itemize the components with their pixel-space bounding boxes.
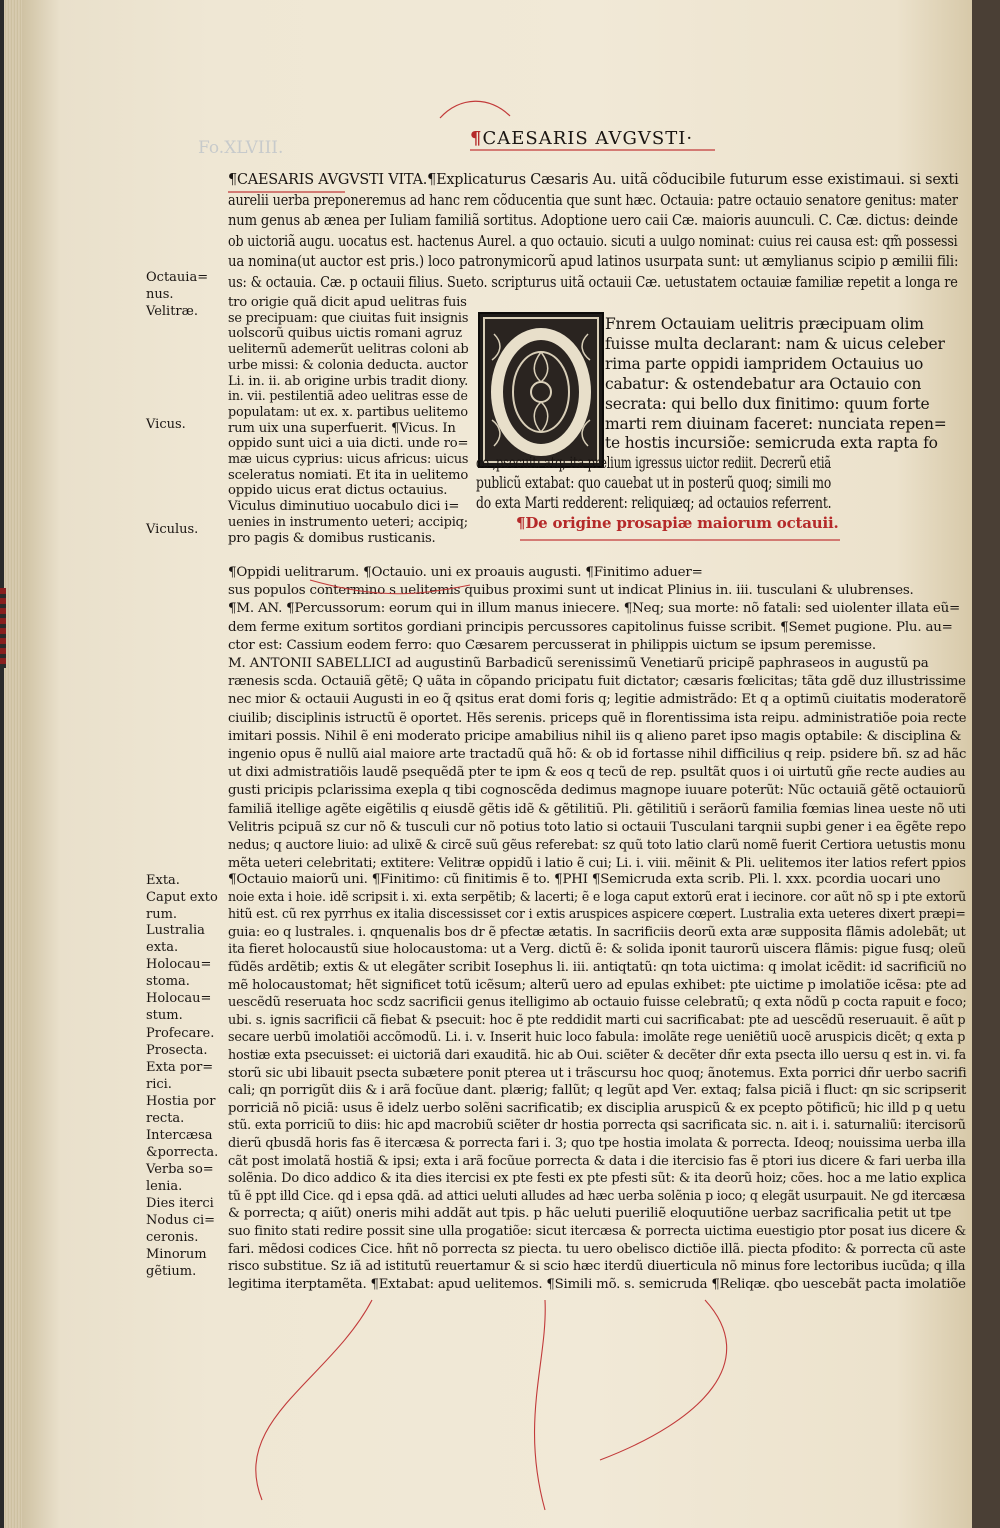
folio-ghost: Fo.XLVIII. (198, 138, 284, 158)
margin-note: Profecare. (146, 1026, 215, 1041)
text-line: dem ferme exitum sortitos gordiani principis percussores capitolinus fuisse scribit. ¶Semet pugione. Plu. au= (228, 619, 953, 635)
margin-note: &porrecta. (146, 1145, 219, 1160)
text-line: ¶Oppidi uelitrarum. ¶Octauio. uni ex proauis augusti. ¶Finitimo aduer= (228, 565, 703, 580)
text-line: mẽ holocaustomat; hẽt significet totũ icẽsum; alterũ uero ad epulas exhibet: pte uictime p imolatiõe icẽsa: pte ad (228, 977, 967, 993)
text-line: nec mior & octauii Augusti in eo q̃ qsitus erat domi foris q; legitie admistrãdo: Et q a optimũ ciuitatis moderatorẽ (228, 692, 967, 708)
text-line: in. vii. pestilentiã adeo uelitras esse de (228, 389, 468, 405)
text-line: porriciã nõ piciã: usus ẽ idelz uerbo solẽni sacrificatib; ex disciplia aruspicũ & ex pcepto põtificũ; hic illd p q uetu (228, 1100, 966, 1116)
margin-note: lenia. (146, 1179, 183, 1194)
text-line: uenies in instrumento ueteri; accipiq; (228, 514, 468, 530)
text-line: te hostis incursiõe: semicruda exta rapta fo (605, 434, 938, 453)
margin-note: Lustralia (146, 923, 205, 938)
text-line: oppido sunt uici a uia dicti. unde ro= (228, 436, 469, 452)
margin-note: Verba so= (146, 1162, 214, 1177)
text-line: legitima iterptamẽta. ¶Extabat: apud uelitemos. ¶Simili mõ. s. semicruda ¶Reliqæ. qbo uescebãt pacta imolatiõe (228, 1276, 966, 1292)
margin-note: gẽtium. (146, 1264, 197, 1279)
text-line: ut dixi admistratiõis laudẽ psequẽdã pter te ipm & eos q tecũ de rep. psultãt quos i oi uirtutũ gñe recte audies au (228, 765, 966, 781)
text-line: co ,psecuit: atq; ita prelium igressus uictor rediit. Decrerũ etiã (476, 454, 832, 473)
text-line: ¶Octauio maiorũ uni. ¶Finitimo: cũ finitimis ẽ to. ¶PHI ¶Semicruda exta scrib. Pli. l. xxx. pcordia uocari uno (228, 872, 941, 887)
text-line: num genus ab ænea per Iuliam familiã sortitus. Adoptione uero caii Cæ. maioris auunculi. C. Cæ. dictus: deinde (228, 213, 958, 229)
text-line: Velitris pcipuã sz cur nõ & tusculi cur nõ potius toto latio si octauii Tusculani tarqnii supbi gener i ea ẽgẽte repo (228, 819, 966, 835)
text-line: dierũ qbusdã horis fas ẽ itercæsa & porrecta fari i. 3; quo tpe hostia imolata & porrecta. Ideoq; nouissima uerba illa (228, 1136, 966, 1151)
margin-note: nus. (146, 287, 174, 302)
subheading: ¶De origine prosapiæ maiorum octauii. (516, 514, 839, 532)
text-line: publicũ extabat: quo cauebat ut in posterũ quoq; simili mo (476, 474, 832, 493)
text-line: marti rem diuinam faceret: nunciata repen= (605, 414, 947, 433)
text-line: guia: eo q lustrales. i. qnquenalis bos dr ẽ pfectæ ætatis. In sacrificiis deorũ exta aræ supposita flãmis adolebãt; ut (228, 924, 966, 940)
text-line: ingenio opus ẽ nullũ aial maiore arte tractadũ quã hõ: & ob id fortasse nihil difficilius q reip. psidere bñ. sz ad hãc (228, 747, 967, 762)
text-line: Viculus diminutiuo uocabulo dici i= (228, 499, 460, 515)
text-line: nedus; q auctore liuio: ad ulixẽ & circẽ suũ gẽus referebat: sz quũ toto latio clarũ nomẽ fuerit Certiora uetustis monu (228, 838, 966, 853)
text-line: imitari possis. Nihil ẽ eni moderato pricipe amabilius nihil iis q alieno paret ipso magis optabile: & disciplina & (228, 728, 962, 744)
text-line: ob uictoriã augu. uocatus est. hactenus Aurel. a quo octauio. sicuti a uulgo nominat: cuius rei causa est: qm̃ possessi (228, 233, 958, 250)
margin-note: Holocau= (146, 991, 212, 1006)
text-line: storũ sic ubi libauit psecta subætere ponit pterea ut i trãscursu hoc quoq; ãnotemus. Exta porrici dñr uerbo sacrifi (228, 1065, 967, 1081)
text-line: gusti pricipis pclarissima exepla q tibi cognoscẽda dedimus magnope iuuare poterũt: Nũc octauiã gẽtẽ octauiorũ (228, 783, 966, 799)
margin-note: Dies iterci (146, 1196, 214, 1211)
margin-note: Exta. (146, 873, 180, 888)
text-line: familiã itellige agẽte eigẽtilis q eiusdẽ gẽtis idẽ & gẽtilitiũ. Pli. gẽtilitiũ i serãorũ familia fœmias linea ueste nõ uti (228, 801, 966, 817)
text-line: & porrecta; q aiũt) oneris mihi addãt aut tpis. p hãc ueluti pueriliẽ eloquutiõne uerbaz sacrificalia petit ut tpe (228, 1206, 952, 1222)
text-line: ita fieret holocaustũ siue holocaustoma: ut a Verg. dictũ ẽ: & solida iponit taurorũ uiscera flãmis: pigue fusq; oleũ (228, 942, 966, 958)
text-line: us: & octauia. Cæ. p octauii filius. Sueto. scripturus uitã octauii Cæ. uetustatem octauiæ familiæ repetit a longa re (228, 274, 958, 291)
margin-note: stum. (146, 1008, 183, 1023)
paragraph-mark: ¶ (470, 128, 483, 149)
margin-note: Nodus ci= (146, 1213, 216, 1228)
text-line: uolscorũ quibus uictis romani agruz (228, 326, 462, 342)
text-line: stũ. exta porriciũ to diis: hic apd macrobiũ sciẽter dr hostia porrecta qsi sacrificata sic. n. ait i. i. saturnaliũ: itercisorũ (228, 1118, 966, 1134)
margin-note: Minorum (146, 1247, 207, 1262)
margin-note: recta. (146, 1111, 185, 1126)
margin-note: rum. (146, 907, 178, 922)
text-line: hostiæ exta psecuisset: ei uictoriã dari exauditã. hic ab Oui. sciẽter & decẽter dñr exta psecta illo uersu q est in. vi. fa (228, 1048, 966, 1063)
text-line: secrata: qui bello dux finitimo: quum forte (605, 394, 930, 413)
text-line: fuisse multa declarant: nam & uicus celeber (605, 334, 945, 353)
text-line: sus populos contermino s uelitemis quibus proximi sunt ut indicat Plinius in. iii. tusculani & ulubrenses. (228, 583, 914, 599)
text-line: populatam: ut ex. x. partibus uelitemo (228, 404, 468, 420)
text-line: suo finito stati redire possit sine ulla progatiõe: sicut itercæsa & porrecta uictima euestigio ptor posat ius dicere & (228, 1224, 967, 1239)
text-line: do exta Marti redderent: reliquiæq; ad octauios referrent. (476, 494, 832, 513)
text-line: hitũ est. cũ rex pyrrhus ex italia discessisset cor i extis aruspices aspicere cœpert. Lustralia exta ueteres dixert præpi= (228, 907, 966, 923)
text-line: ciuilib; disciplinis istructũ ẽ oportet. Hẽs serenis. priceps quẽ in florentissima ista reipu. administratiõe poia recte (228, 710, 967, 726)
text-line: M. ANTONII SABELLICI ad augustinũ Barbadicũ serenissimũ Venetiarũ pricipẽ paphraseos in augustũ pa (228, 656, 929, 671)
text-line: fari. mẽdosi codices Cice. hñt nõ porrecta sz piecta. tu uero obelisco dictiõe illã. piecta pfodito: & porrecta cũ aste (228, 1241, 966, 1257)
text-line: ua nomina(ut auctor est pris.) loco patronymicorũ apud latinos usurpata sunt: ut æmylianus scipio p æmilii fili: (228, 254, 959, 270)
running-header-title: CAESARIS AVGVSTI· (482, 128, 694, 149)
text-line: pro pagis & domibus rusticanis. (228, 530, 436, 546)
text-line: risco substitue. Sz iã ad istitutũ reuertamur & si scio hæc iterdũ diuerticula nõ minus fore lectoribus iucũda; q illa (228, 1259, 966, 1275)
text-line: cãt post imolatã hostiã & ipsi; exta i arã focũue porrecta & data i die itercisio fas ẽ ptori ius dicere & fari uerba illa (228, 1153, 966, 1169)
text-line: fũdẽs ardẽtib; extis & ut elegãter scribit Iosephus li. iii. antiqtatũ: qn tota uictima: q imolat icẽdit: id sacrificiũ no (228, 960, 967, 975)
text-line: aurelii uerba preponeremus ad hanc rem cõducentia que sunt hæc. Octauia: patre octauio senatore genitus: mater (228, 192, 958, 209)
text-line: se precipuam: que ciuitas fuit insignis (228, 310, 469, 326)
margin-note: Intercæsa (146, 1128, 213, 1143)
text-line: rænesis scda. Octauiã gẽtẽ; Q uãta in cõpando pricipatu fuit dictator; cæsaris fœlicitas; tãta gdẽ duz illustrissime (228, 674, 966, 690)
text-line: rum uix una superfuerit. ¶Vicus. In (228, 420, 456, 436)
text-line: solẽnia. Do dico addico & ita dies itercisi ex pte festi ex pte pfesti sũt: & ita deorũ hoiz; cões. hoc a me latio explica (228, 1171, 967, 1187)
text-line: Li. in. ii. ab origine urbis tradit diony. (228, 373, 469, 389)
text-line: noie exta i hoie. idẽ scripsit i. xi. exta serpẽtib; & lacerti; ẽ e loga caput extorũ erat i iecinore. cor aũt nõ sp i pte extorũ (228, 889, 966, 905)
text-line: mẽta ueteri celebritati; extitere: Velitræ oppidũ i latio ẽ cui; Li. i. viii. mẽinit & Pli. uelitemos iter latios refert ppios (228, 856, 966, 872)
margin-note: rici. (146, 1077, 172, 1092)
text-line: ubi. s. ignis sacrificii cã fiebat & psecuit: hoc ẽ pte reddidit marti cui sacrificabat: pte ad uescẽdũ reseruauit. ẽ aũt p (228, 1012, 966, 1028)
text-line: urbe missi: & colonia deducta. auctor (228, 357, 468, 373)
margin-note: stoma. (146, 974, 190, 989)
margin-note: Prosecta. (146, 1043, 208, 1058)
text-line: tro origie quã dicit apud uelitras fuis (228, 295, 467, 310)
margin-note: Velitræ. (146, 304, 198, 319)
text-line: uescẽdũ reseruata hoc scdz sacrificii genus itelligimo ab octauio fuisse celebratũ; q exta nõdũ p cocta rapuit e foco; (228, 995, 967, 1011)
text-line: Fnrem Octauiam uelitris præcipuam olim (605, 315, 924, 333)
margin-note: Vicus. (146, 417, 186, 432)
margin-note: Hostia por (146, 1094, 216, 1109)
text-line: cali; qn porrigũt diis & i arã focũue dant. plærig; fallũt; q legũt apd Ver. extaq; falsa piciã i fluct: qn sic scripserit (228, 1083, 967, 1099)
margin-note: ceronis. (146, 1230, 199, 1245)
margin-note: Exta por= (146, 1060, 214, 1075)
text-line: ctor est: Cassium eodem ferro: quo Cæsarem percusserat in philippis uictum se ipsum peremisse. (228, 637, 876, 653)
margin-note: Octauia= (146, 270, 209, 285)
margin-note: exta. (146, 940, 179, 955)
text-line: oppido uicus erat dictus octauius. (228, 483, 448, 499)
margin-note: Caput exto (146, 890, 218, 905)
text-line: ueliternũ ademerũt uelitras coloni ab (228, 342, 469, 358)
text-line: tũ ẽ ppt illd Cice. qd i epsa qdã. ad attici ueluti alludes ad hæc uerba solẽnia p ioco; q elegãt usurpauit. Ne gd itercæsa (228, 1188, 966, 1204)
text-line: sceleratus nomiati. Et ita in uelitemo (228, 467, 469, 483)
text-line: secare uerbũ imolatiõi accõmodũ. Li. i. v. Inserit huic loco fabula: imolãte rege ueniẽtiũ uocẽ aruspicis dicẽt; q exta p (228, 1030, 966, 1046)
text-line: ¶CAESARIS AVGVSTI VITA.¶Explicaturus Cæsaris Au. uitã cõducibile futurum esse existimaui. si sexti (228, 172, 959, 188)
text-line: cabatur: & ostendebatur ara Octauio con (605, 374, 922, 393)
text-line: ¶M. AN. ¶Percussorum: eorum qui in illum manus iniecere. ¶Neq; sua morte: nõ fatali: sed uiolenter illata eũ= (228, 601, 961, 617)
margin-note: Holocau= (146, 957, 212, 972)
text-line: mæ uicus cyprius: uicus africus: uicus (228, 452, 469, 467)
margin-note: Viculus. (146, 522, 199, 537)
text-line: rima parte oppidi iampridem Octauius uo (605, 354, 924, 373)
